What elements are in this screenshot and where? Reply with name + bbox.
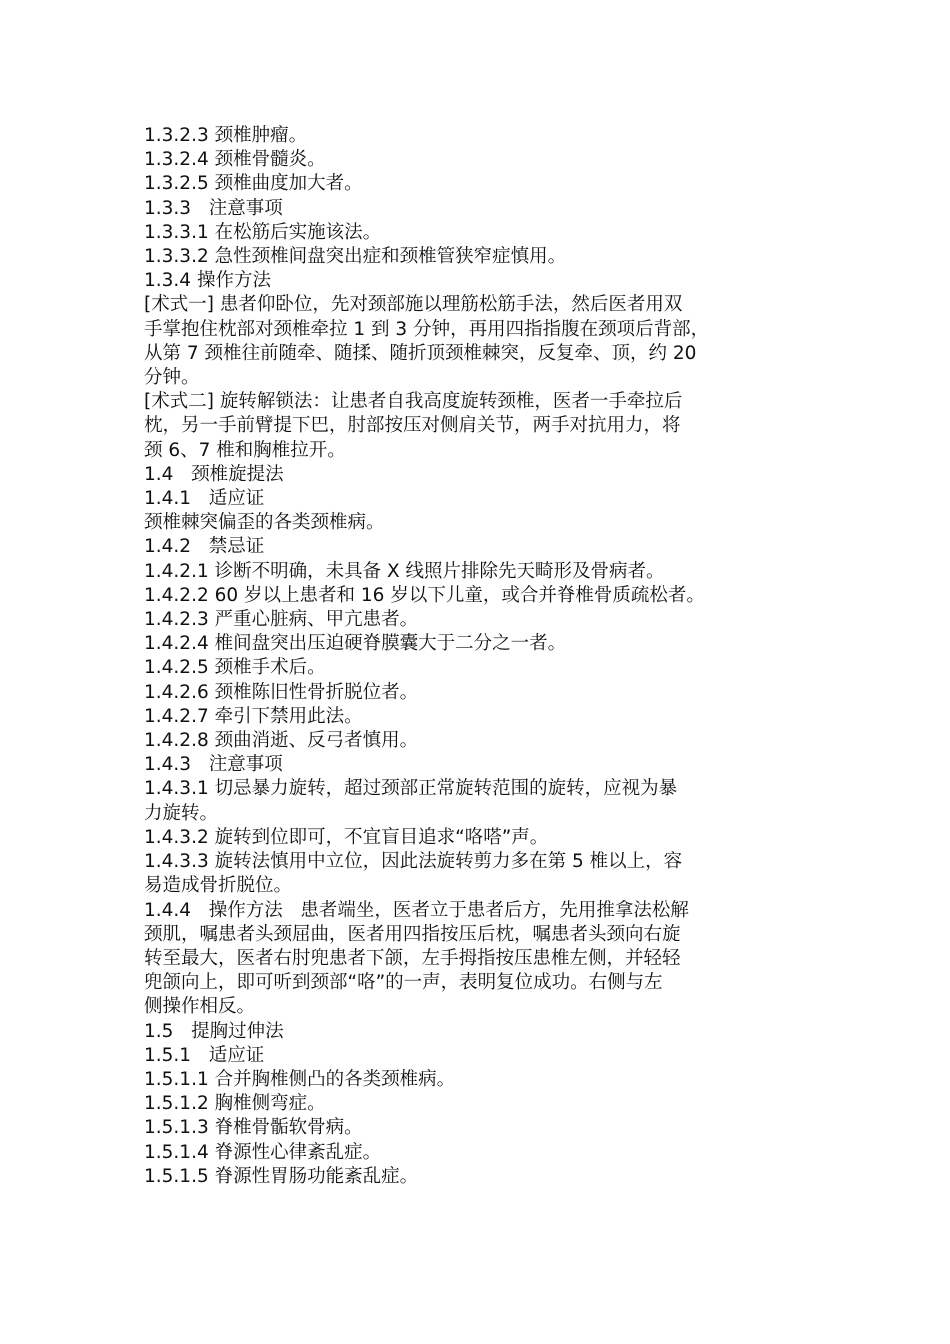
section-heading: 1.4.1 适应证 <box>144 488 265 510</box>
section-heading: 1.3.3 注意事项 <box>144 197 283 219</box>
text-line: 1.3.2.3 颈椎肿瘤。 <box>144 125 308 146</box>
section-heading: 1.5 提胸过伸法 <box>144 1020 284 1042</box>
paragraph-line: 兜颌向上，即可听到颈部“咯”的一声，表明复位成功。右侧与左 <box>144 972 663 994</box>
paragraph-line: 颈 6、7 椎和胸椎拉开。 <box>144 439 346 461</box>
text-line: 1.5.1.1 合并胸椎侧凸的各类颈椎病。 <box>144 1068 456 1090</box>
text-line: 1.3.3.1 在松筋后实施该法。 <box>144 221 382 243</box>
section-heading: 1.3.4 操作方法 <box>144 270 271 292</box>
text-line: 1.5.1.3 脊椎骨骺软骨病。 <box>144 1117 363 1139</box>
paragraph-line: 1.4.4 操作方法 患者端坐，医者立于患者后方，先用推拿法松解 <box>144 899 689 921</box>
paragraph-line: 1.4.3.3 旋转法慎用中立位，因此法旋转剪力多在第 5 椎以上，容 <box>144 851 683 873</box>
text-line: 1.3.2.5 颈椎曲度加大者。 <box>144 173 363 195</box>
text-line: 1.4.2.5 颈椎手术后。 <box>144 657 326 679</box>
paragraph-line: 从第 7 颈椎往前随牵、随揉、随折顶颈椎棘突，反复牵、顶，约 20 <box>144 342 697 364</box>
text-line: 1.4.2.4 椎间盘突出压迫硬脊膜囊大于二分之一者。 <box>144 633 567 655</box>
section-heading: 1.4.3 注意事项 <box>144 754 283 776</box>
paragraph-line: 分钟。 <box>144 367 200 389</box>
text-line: 1.4.2.3 严重心脏病、甲亢患者。 <box>144 609 419 631</box>
section-heading: 1.4 颈椎旋提法 <box>144 463 284 485</box>
paragraph-line: 1.4.3.1 切忌暴力旋转，超过颈部正常旋转范围的旋转，应视为暴 <box>144 778 678 800</box>
text-line: 1.5.1.2 胸椎侧弯症。 <box>144 1093 326 1115</box>
text-line: 1.4.2.6 颈椎陈旧性骨折脱位者。 <box>144 681 419 703</box>
paragraph-line: 侧操作相反。 <box>144 996 256 1018</box>
paragraph-line: 力旋转。 <box>144 802 219 824</box>
text-line: 1.4.2.7 牵引下禁用此法。 <box>144 705 363 727</box>
text-line: 1.4.2.1 诊断不明确，未具备 X 线照片排除先天畸形及骨病者。 <box>144 560 665 582</box>
text-line: 颈椎棘突偏歪的各类颈椎病。 <box>144 512 385 534</box>
text-line: 1.5.1.4 脊源性心律紊乱症。 <box>144 1141 382 1163</box>
paragraph-line: 颈肌，嘱患者头颈屈曲，医者用四指按压后枕，嘱患者头颈向右旋 <box>144 923 681 945</box>
paragraph-line: [术式二] 旋转解锁法：让患者自我高度旋转颈椎，医者一手牵拉后 <box>144 391 683 413</box>
text-line: 1.4.2.8 颈曲消逝、反弓者慎用。 <box>144 730 419 752</box>
paragraph-line: 手掌抱住枕部对颈椎牵拉 1 到 3 分钟，再用四指指腹在颈项后背部， <box>144 318 710 340</box>
text-line: 1.4.2.2 60 岁以上患者和 16 岁以下儿童，或合并脊椎骨质疏松者。 <box>144 584 705 606</box>
paragraph-line: 易造成骨折脱位。 <box>144 875 293 897</box>
text-line: 1.4.3.2 旋转到位即可，不宜盲目追求“咯嗒”声。 <box>144 826 549 848</box>
text-line: 1.3.3.2 急性颈椎间盘突出症和颈椎管狭窄症慎用。 <box>144 246 567 268</box>
section-heading: 1.5.1 适应证 <box>144 1044 265 1066</box>
paragraph-line: 枕，另一手前臂提下巴，肘部按压对侧肩关节，两手对抗用力，将 <box>144 415 681 437</box>
document-page <box>144 124 810 1189</box>
section-heading: 1.4.2 禁忌证 <box>144 536 265 558</box>
paragraph-line: [术式一] 患者仰卧位，先对颈部施以理筋松筋手法，然后医者用双 <box>144 294 683 316</box>
text-line: 1.3.2.4 颈椎骨髓炎。 <box>144 149 326 171</box>
text-line: 1.5.1.5 脊源性胃肠功能紊乱症。 <box>144 1165 419 1187</box>
paragraph-line: 转至最大，医者右肘兜患者下颌，左手拇指按压患椎左侧，并轻轻 <box>144 947 681 969</box>
